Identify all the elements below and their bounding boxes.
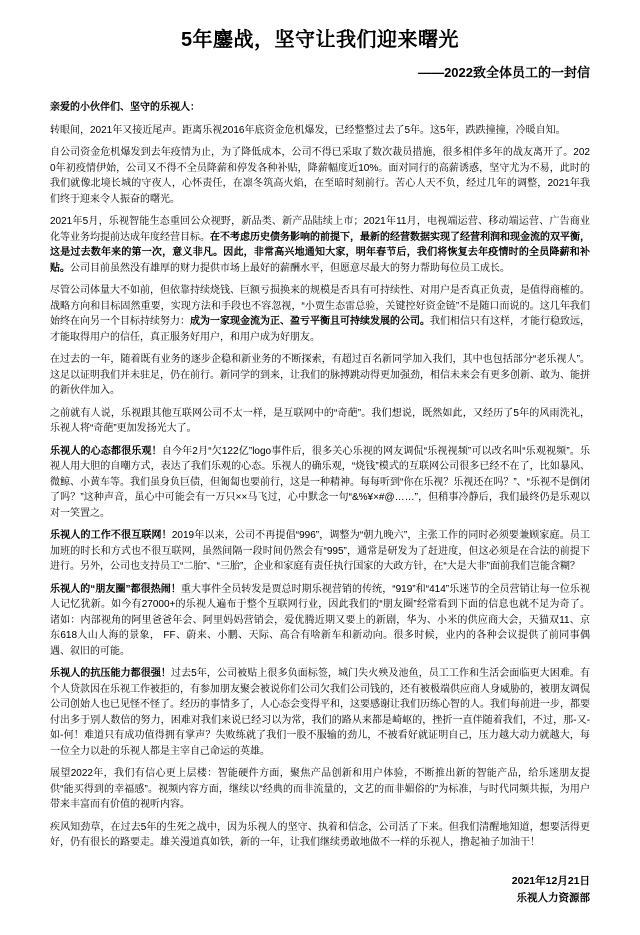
letter-paragraph bbox=[50, 123, 590, 139]
letter-paragraph bbox=[50, 766, 590, 813]
letter-title: 5年鏖战，坚守让我们迎来曙光 bbox=[180, 29, 460, 51]
letter-salutation: 亲爱的小伙伴们、坚守的乐视人： bbox=[50, 102, 200, 113]
paragraph-bold-segment: 乐视人的抗压能力都很强！ bbox=[50, 668, 172, 679]
letter-paragraph bbox=[50, 444, 590, 522]
paragraph-bold-segment: 乐视人的“朋友圈”都很热闹！ bbox=[50, 583, 181, 595]
paragraph-segment: 自今年2月“欠122亿”logo事件后，很多关心乐视的网友调侃“乐视视频”可以改名叫“乐观视频”。乐视人用大胆的自嘲方式，表达了我们乐观的心态。乐视人的确乐观，“烧钱”模式的互联网公司很多已经不在了，比如暴风、微鲸、小黄车等。我们虽身负巨债，但匍匐也要前行，这是一种精神。每每听到“你在乐视？乐视还在吗？”、“乐视不是倒闭了吗？”这种声音，虽心中可能会有一万只××马飞过，心中默念一句“&%¥×#@……”，但稍事冷静后，我们最终仍是乐观以对一笑置之。 bbox=[50, 445, 590, 519]
letter-paragraph bbox=[50, 528, 590, 575]
paragraph-bold-segment: 乐视人的心态都很乐观！ bbox=[50, 445, 162, 457]
paragraph-segment: 过去5年，公司被贴上很多负面标签，城门失火殃及池鱼，员工工作和生活会面临更大困难。有个人贷款因在乐视工作被拒的，有参加朋友聚会被说你们公司欠我们公司钱的，还有被极端供应商人身威胁的，被朋友调侃公司创始人也已见怪不怪了。经历的事情多了，人心态会变得平和，这要感谢让我们历练心智的人。我们每前进一步，都要付出多于别人数倍的努力，困难对我们来说已经习以为常，我们的路从来都是崎岖的，挫折一直伴随着我们，不过，那-又-如-何！难道只有成功值得拥有掌声？失败练就了我们一股不服输的劲儿，不被看好就证明自己，压力越大动力就越大，每一位全力以赴的乐视人都是主宰自己命运的英雄。 bbox=[50, 668, 591, 757]
letter-paragraph bbox=[50, 582, 590, 660]
paragraph-bold-segment: 在不考虑历史债务影响的前提下，最新的经营数据实现了经营利润和现金流的双平衡，这是过去数年来的第一次，意义非凡。因此，非常高兴地通知大家，明年春节后，我们将恢复去年疫情时的全员降薪和补贴。 bbox=[50, 231, 590, 274]
paragraph-segment: 自公司资金危机爆发到去年疫情为止，为了降低成本，公司不得已采取了数次裁员措施，很多相伴多年的战友离开了。2020年初疫情伊始，公司又不得不全员降薪和停发各种补贴，降薪幅度近10%。面对同行的高薪诱惑，坚守尤为不易，此时的我们就像北境长城的守夜人，心怀责任，在凛冬筑高火焰，在至暗时刻前行。苦心人天不负，经过几年的调整，2021年我们终于迎来令人振奋的曙光。 bbox=[50, 147, 590, 205]
letter-paragraph bbox=[50, 214, 590, 276]
letter-subtitle: ——2022致全体员工的一封信 bbox=[418, 65, 590, 80]
paragraph-segment: 疾风知劲草，在过去5年的生死之战中，因为乐视人的坚守、执着和信念，公司活了下来。但我们清醒地知道，想要活得更好，仍有很长的路要走。雄关漫道真如铁，新的一年，让我们继续勇敢地做不一样的乐视人，撸起袖子加油干！ bbox=[50, 821, 590, 848]
paragraph-segment: 重大事件全员转发是贾总时期乐视营销的传统，“919”和“414”乐迷节的全员营销让每一位乐视人记忆犹新。如今有27000+的乐视人遍布于整个互联网行业，因此我们的“朋友圈”经常看到下面的信息也就不足为奇了。诸如：内部视角的阿里爸爸年会、阿里妈妈营销会，爱优腾近期又要上的新剧，华为、小米的供应商大会，天猫双11、京东618人山人海的景象， FF、蔚来、小鹏、天际、高合有啥新车和新动向。很多时候，业内的各种会议提供了前同事偶遇、叙旧的可能。 bbox=[50, 583, 590, 657]
signature-department: 乐视人力资源部 bbox=[516, 891, 590, 904]
paragraph-segment: 2019年以来，公司不再提倡“996”，调整为“朝九晚六”，主张工作的同时必须要兼顾家庭。员工加班的时长和方式也不很互联网，虽然间隔一段时间仍然会有“995”，通常是研发为了赶进度，但这必须是在合法的前提下进行。另外，公司也支持员工“二胎”、“三胎”，企业和家庭有责任执行国家的大政方针，在“大是大非”面前我们岂能含糊？ bbox=[50, 530, 590, 572]
letter-paragraph bbox=[50, 145, 590, 207]
paragraph-segment: 2021年5月，乐视智能生态重回公众视野，新品类、新产品陆续上市；2021年11月，电视端运营、移动端运营、广告商业化等业务均提前达成年度经营目标。 bbox=[50, 216, 590, 243]
paragraph-bold-segment: 乐视人的工作不很互联网！ bbox=[50, 530, 172, 541]
signature-date: 2021年12月21日 bbox=[511, 874, 590, 887]
letter-paragraph bbox=[50, 820, 590, 851]
paragraph-segment: 展望2022年，我们有信心更上层楼：智能硬件方面，聚焦产品创新和用户体验，不断推出新的智能产品，给乐迷朋友提供“能买得到的幸福感”。视频内容方面，继续以“经典的而非流量的，文艺的而非媚俗的”为标准，与时代同频共振，为用户带来丰富而有价值的视听内容。 bbox=[50, 768, 590, 810]
paragraph-segment: 之前就有人说，乐视跟其他互联网公司不太一样，是互联网中的“奇葩”。我们想说，既然如此，又经历了5年的风雨洗礼，乐视人将“奇葩”更加发扬光大了。 bbox=[50, 407, 590, 434]
paragraph-segment: 在过去的一年，随着既有业务的逐步企稳和新业务的不断探索，有超过百名新同学加入我们，其中也包括部分“老乐视人”。这足以证明我们并未驻足，仍在前行。新同学的到来，让我们的脉搏跳动得更加强劲，相信未来会有更多创新、敢为、能拼的新伙伴加入。 bbox=[50, 354, 590, 396]
letter-paragraph bbox=[50, 666, 590, 759]
paragraph-bold-segment: 成为一家现金流为正、盈亏平衡且可持续发展的公司。 bbox=[190, 316, 430, 327]
paragraph-segment: 公司目前虽然没有雄厚的财力提供市场上最好的薪酬水平，但愿意尽最大的努力帮助每位员工成长。 bbox=[70, 262, 510, 274]
letter-paragraph bbox=[50, 352, 590, 399]
letter-paragraph bbox=[50, 406, 590, 437]
paragraph-segment: 我们相信只有这样，才能行稳致远，才能取得用户的信任，真正服务好用户，和用户成为好朋友。 bbox=[50, 316, 590, 343]
paragraph-segment: 转眼间，2021年又接近尾声。距离乐视2016年底资金危机爆发，已经整整过去了5年。这5年，跌跌撞撞，冷暖自知。 bbox=[50, 124, 566, 136]
letter-signature bbox=[50, 873, 590, 907]
letter-paragraph bbox=[50, 283, 590, 345]
paragraph-segment: 尽管公司体量大不如前，但依靠持续烧钱、巨额亏损换来的规模是否具有可持续性、对用户是否真正负责，是值得商榷的。战略方向和目标固然重要，实现方法和手段也不容忽视，“小贾生态雷总验，关键控好资金链”不是随口而说的。这几年我们始终在向另一个目标持续努力： bbox=[50, 285, 590, 327]
letter-body bbox=[50, 123, 590, 851]
